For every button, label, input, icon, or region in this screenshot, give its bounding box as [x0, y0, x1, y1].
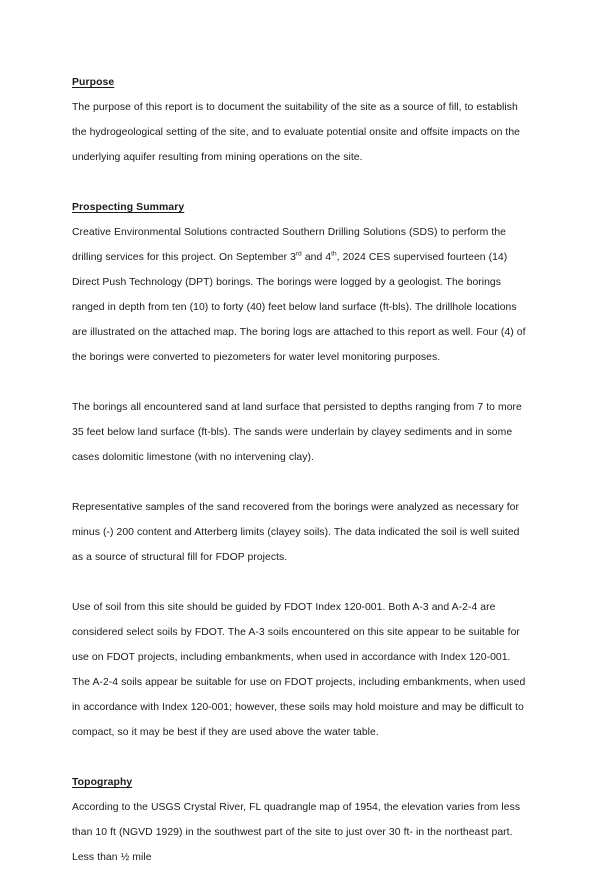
ordinal-suffix-third: rd — [296, 250, 302, 258]
paragraph-prospecting-3: Representative samples of the sand recovered from the borings were analyzed as necessary for minus (-) 200 content and Atterberg limits (clayey soils). The data indicated the soil is well suited as a source of structural fill for FDOP projects. — [72, 502, 520, 563]
paragraph-prospecting-1-mid: and 4 — [301, 252, 332, 263]
paragraph-spacer — [72, 470, 530, 495]
document-body — [72, 70, 530, 870]
paragraph-spacer — [72, 745, 530, 770]
paragraph-spacer — [72, 370, 530, 395]
paragraph-prospecting-1-suffix: , 2024 CES supervised fourteen (14) Direct Push Technology (DPT) borings. The borings were logged by a geologist. The borings ranged in depth from ten (10) to forty (40) feet below land surface (ft-bls). The drillhole locations are illustrated on the attached map. The boring logs are attached to this report as well. Four (4) of the borings were converted to piezometers for water level monitoring purposes. — [72, 252, 526, 363]
paragraph-prospecting-1 — [72, 220, 530, 370]
paragraph-purpose-1: The purpose of this report is to document the suitability of the site as a source of fill, to establish the hydrogeological setting of the site, and to evaluate potential onsite and offsite impacts on the underlying aquifer resulting from mining operations on the site. — [72, 102, 521, 163]
paragraph-topography-1: According to the USGS Crystal River, FL quadrangle map of 1954, the elevation varies from less than 10 ft (NGVD 1929) in the southwest part of the site to just over 30 ft- in the northeast part. Less than ½ mile — [72, 802, 521, 863]
section-heading-prospecting-summary: Prospecting Summary — [72, 202, 185, 213]
section-heading-purpose: Purpose — [72, 77, 115, 88]
paragraph-spacer — [72, 570, 530, 595]
paragraph-spacer — [72, 170, 530, 195]
paragraph-prospecting-4: Use of soil from this site should be guided by FDOT Index 120-001. Both A-3 and A-2-4 are considered select soils by FDOT. The A-3 soils encountered on this site appear to be suitable for use on FDOT projects, including embankments, when used in accordance with Index 120-001. The A-2-4 soils appear be suitable for use on FDOT projects, including embankments, when used in accordance with Index 120-001; however, these soils may hold moisture and may be difficult to compact, so it may be best if they are used above the water table. — [72, 602, 526, 738]
ordinal-suffix-fourth: th — [331, 250, 337, 258]
paragraph-prospecting-2: The borings all encountered sand at land surface that persisted to depths ranging from 7 to more 35 feet below land surface (ft-bls). The sands were underlain by clayey sediments and in some cases dolomitic limestone (with no intervening clay). — [72, 402, 522, 463]
paragraph-prospecting-1-prefix: Creative Environmental Solutions contracted Southern Drilling Solutions (SDS) to perform the drilling services for this project. On September 3 — [72, 227, 506, 263]
section-heading-topography: Topography — [72, 777, 133, 788]
